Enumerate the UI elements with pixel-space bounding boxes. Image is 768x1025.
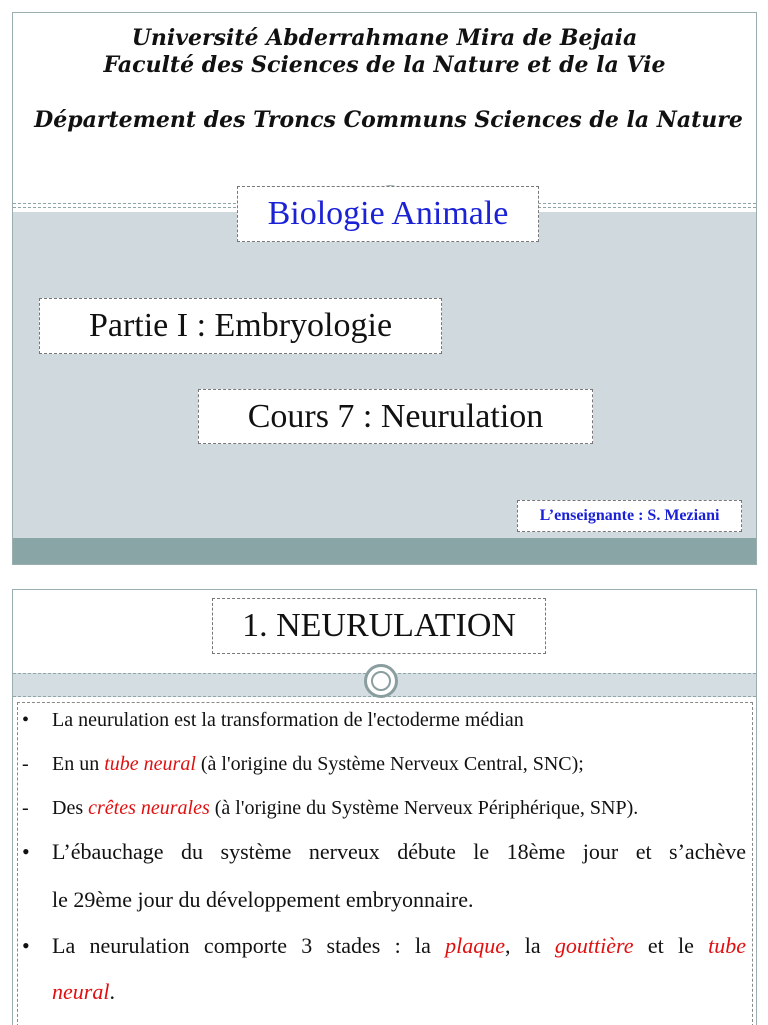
bullet-marker: • xyxy=(22,933,30,958)
dash-marker: - xyxy=(22,797,29,819)
list-item-text: le 29ème jour du développement embryonnaire. xyxy=(52,887,474,912)
title-slide xyxy=(12,12,757,565)
section-heading: 1. NEURULATION xyxy=(212,598,546,654)
part-title: Partie I : Embryologie xyxy=(39,298,442,354)
lecture-title: Cours 7 : Neurulation xyxy=(198,389,593,444)
content-slide xyxy=(12,589,757,1025)
emphasized-term: gouttière xyxy=(554,933,634,958)
course-title: Biologie Animale xyxy=(237,186,539,242)
university-name: Université Abderrahmane Mira de Bejaia xyxy=(131,25,638,51)
list-item-text: L’ébauchage du système nerveux débute le 18ème jour et s’achève xyxy=(52,839,746,864)
emphasized-term: neural xyxy=(52,979,110,1004)
list-item-text: Des crêtes neurales (à l'origine du Système Nerveux Périphérique, SNP). xyxy=(52,797,639,819)
dash-marker: - xyxy=(22,753,29,775)
emphasized-term: tube xyxy=(708,933,746,958)
slide-footer-band xyxy=(13,538,756,564)
ring-ornament-icon xyxy=(364,664,398,698)
list-item-text: neural. xyxy=(52,979,115,1004)
list-item-text: La neurulation comporte 3 stades : la plaque, la gouttière et le tube xyxy=(52,933,746,958)
emphasized-term: plaque xyxy=(445,933,505,958)
bullet-marker: • xyxy=(22,839,30,864)
emphasized-term: crêtes neurales xyxy=(88,797,210,819)
bullet-list xyxy=(17,702,753,1025)
bullet-marker: • xyxy=(22,709,30,731)
list-item-text: En un tube neural (à l'origine du Système Nerveux Central, SNC); xyxy=(52,753,584,775)
faculty-name: Faculté des Sciences de la Nature et de la Vie xyxy=(103,52,666,78)
slide-body-background xyxy=(13,212,756,538)
slide-header xyxy=(13,13,756,205)
department-name: Département des Troncs Communs Sciences de la Nature xyxy=(34,107,743,133)
emphasized-term: tube neural xyxy=(104,753,196,775)
teacher-name: L’enseignante : S. Meziani xyxy=(517,500,742,532)
list-item-text: La neurulation est la transformation de l'ectoderme médian xyxy=(52,709,524,731)
